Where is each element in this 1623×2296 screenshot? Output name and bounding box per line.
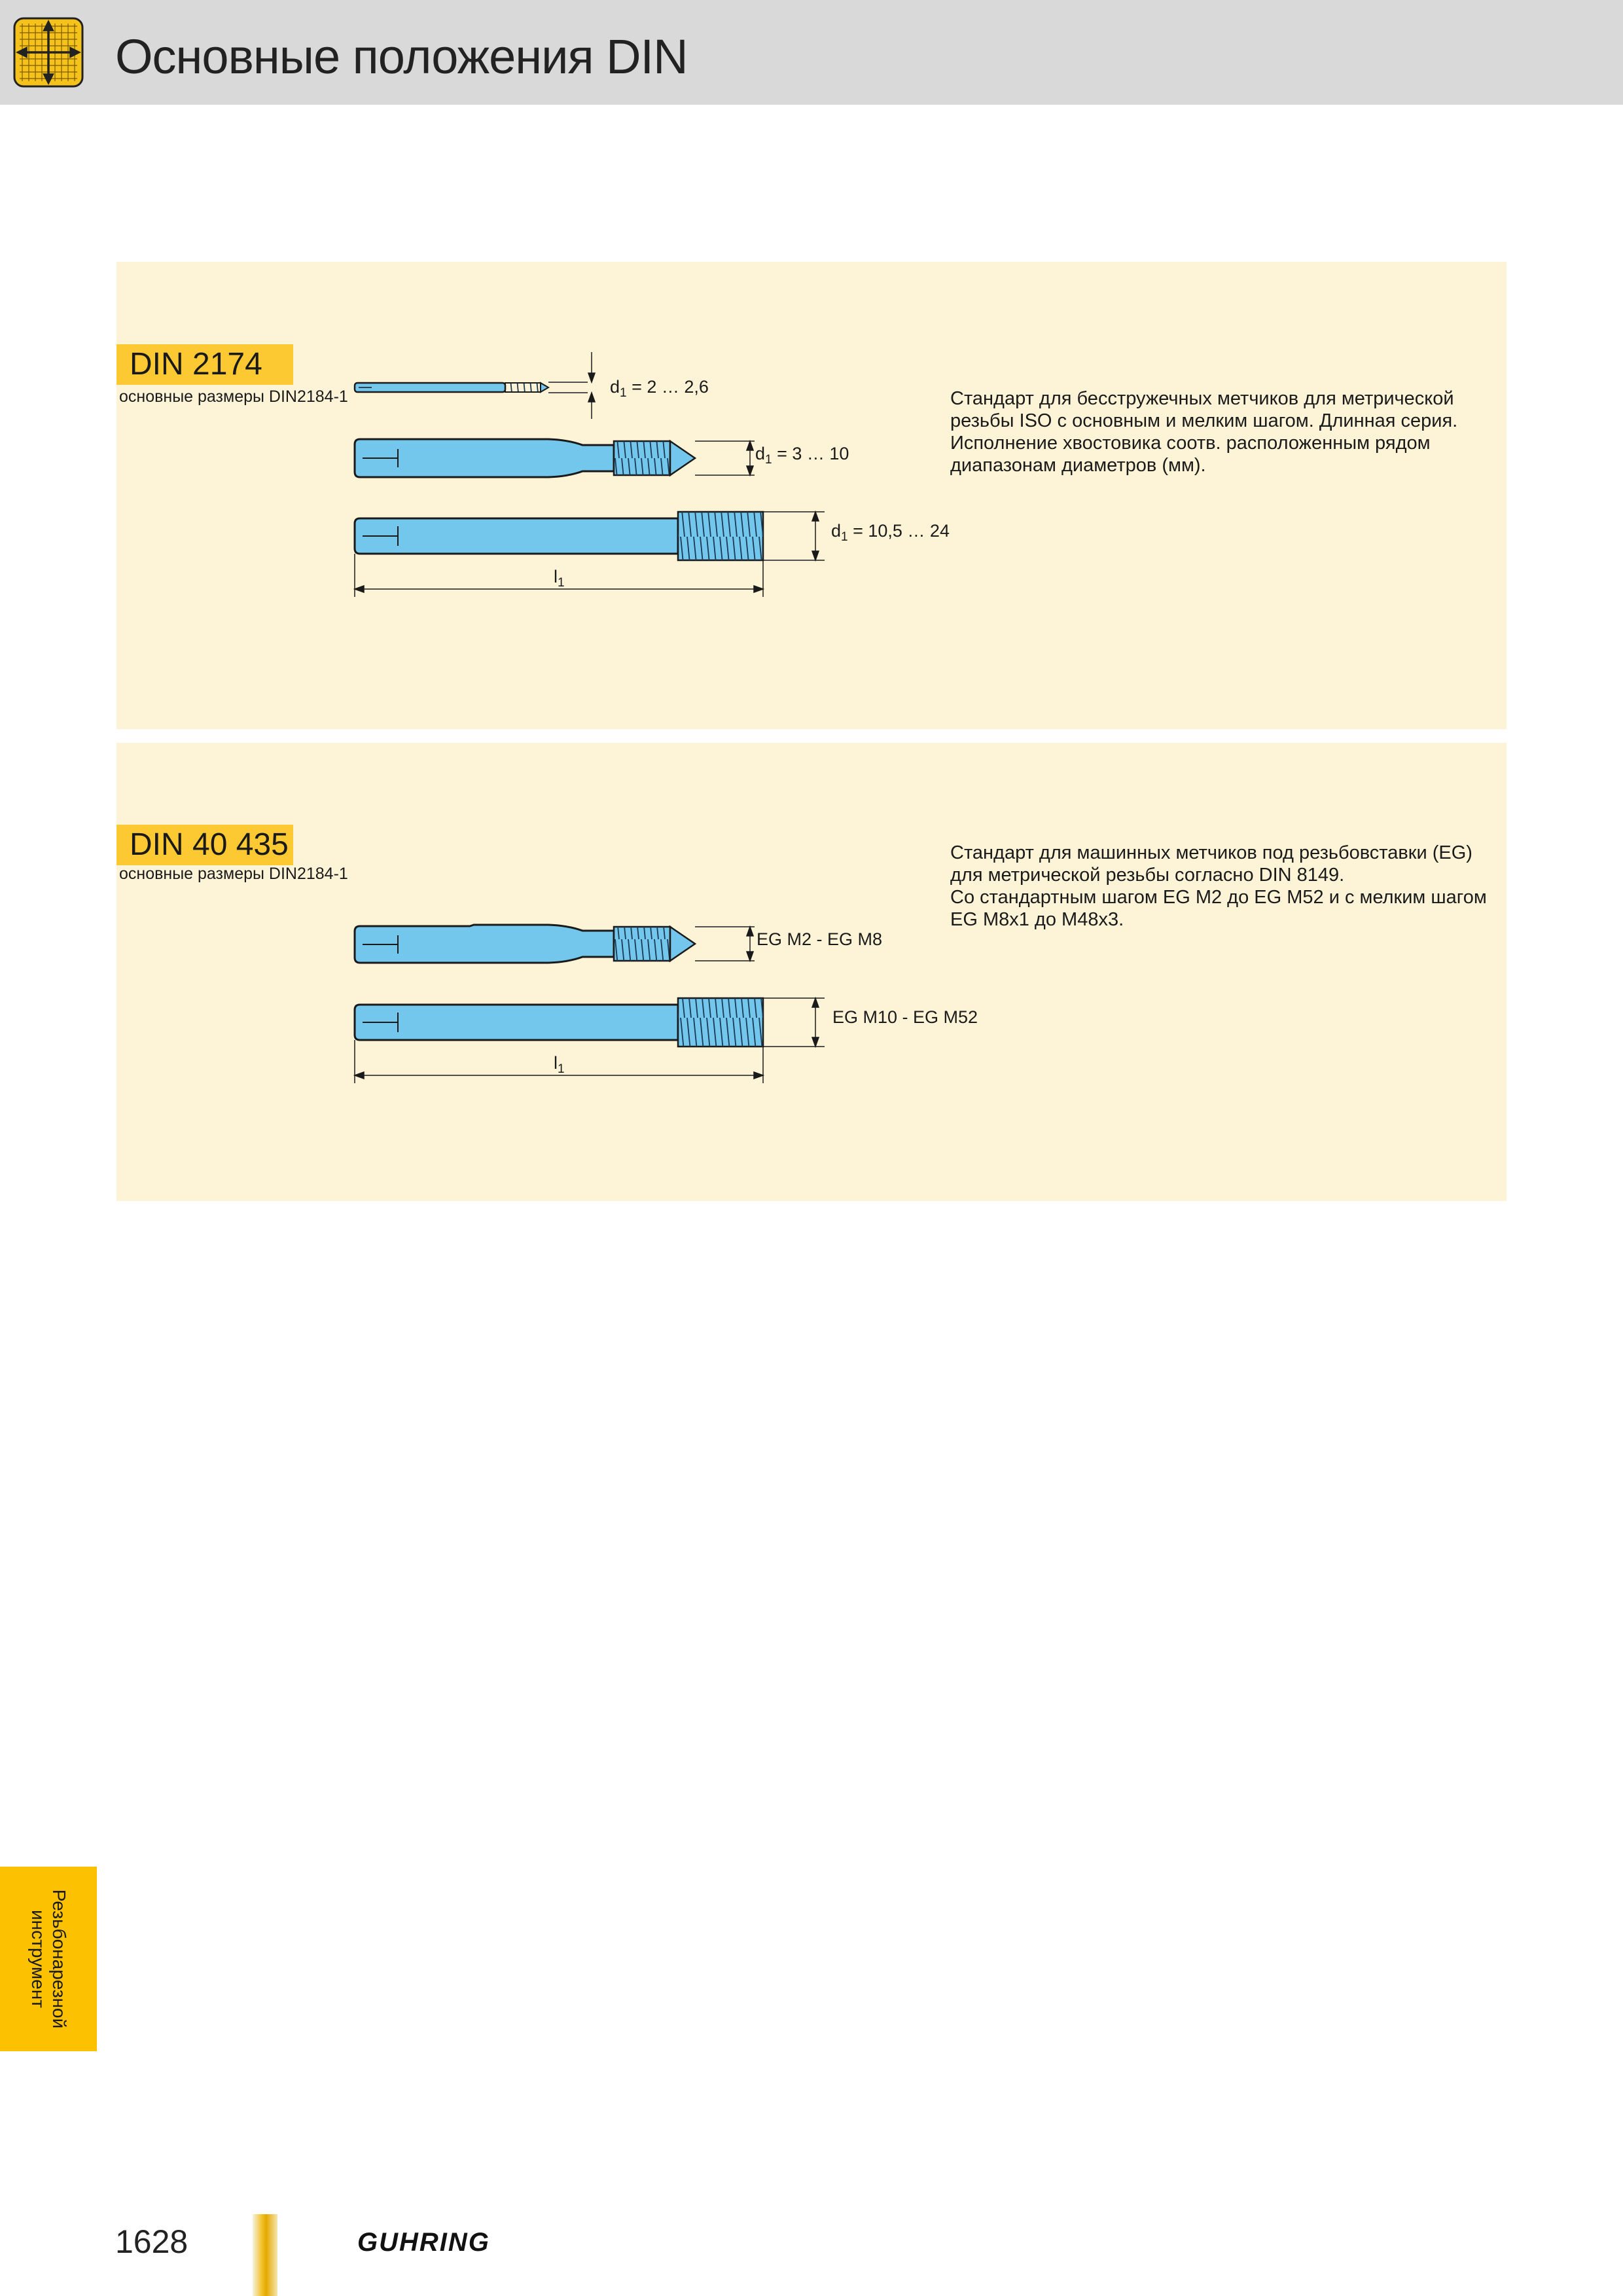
dimension-label: $d_1 = 10,5$ … 24	[831, 521, 950, 544]
description-line: Исполнение хвостовика соотв. расположенным рядом	[950, 433, 1431, 454]
description-line: диапазонам диаметров (мм).	[950, 455, 1206, 476]
tap-small	[355, 383, 548, 392]
standard-tag: DIN 40 435	[116, 825, 293, 865]
standard-description	[950, 387, 1526, 476]
crosshair-grid-icon	[13, 17, 84, 88]
description-line: EG M8x1 до M48x3.	[950, 909, 1124, 930]
tap-large	[355, 998, 763, 1047]
tap-medium	[355, 925, 695, 963]
footer-stripe	[253, 2214, 277, 2296]
tap-drawing-din-40435	[116, 743, 1507, 1201]
range-label: EG M2 - EG M8	[757, 929, 883, 949]
description-line: Стандарт для машинных метчиков под резьбовставки (EG)	[950, 842, 1472, 863]
page-header	[0, 0, 1623, 105]
side-tab-line: инструмент	[28, 1910, 48, 2008]
tap-drawing-din-2174	[116, 262, 1507, 729]
page-title: Основные положения DIN	[115, 29, 688, 84]
standard-subtitle: основные размеры DIN2184-1	[119, 387, 348, 406]
description-line: для метрической резьбы согласно DIN 8149.	[950, 865, 1345, 886]
side-tab-line: Резьбонарезной	[49, 1889, 69, 2029]
din-40435-panel	[116, 743, 1507, 1201]
dimension-label: $d_1 = 3$ … 10	[755, 444, 849, 467]
page-number: 1628	[115, 2223, 188, 2260]
tap-medium	[355, 439, 695, 477]
brand-logo: GUHRING	[357, 2228, 490, 2257]
range-label: EG M10 - EG M52	[832, 1007, 978, 1027]
standard-subtitle: основные размеры DIN2184-1	[119, 865, 348, 883]
length-label: $l_1$	[554, 1053, 565, 1076]
description-line: Стандарт для бесстружечных метчиков для метрической	[950, 388, 1454, 409]
length-label: $l_1$	[554, 567, 565, 590]
standard-description	[950, 842, 1526, 931]
description-line: резьбы ISO с основным и мелким шагом. Длинная серия.	[950, 410, 1458, 431]
din-2174-panel	[116, 262, 1507, 729]
dimension-label: $d_1 = 2$ … 2,6	[610, 377, 709, 400]
side-tab-label	[27, 1890, 69, 2029]
tap-large	[355, 512, 763, 560]
standard-tag: DIN 2174	[116, 344, 293, 385]
section-side-tab[interactable]	[0, 1867, 97, 2051]
description-line: Со стандартным шагом EG M2 до EG M52 и с мелким шагом	[950, 887, 1487, 908]
